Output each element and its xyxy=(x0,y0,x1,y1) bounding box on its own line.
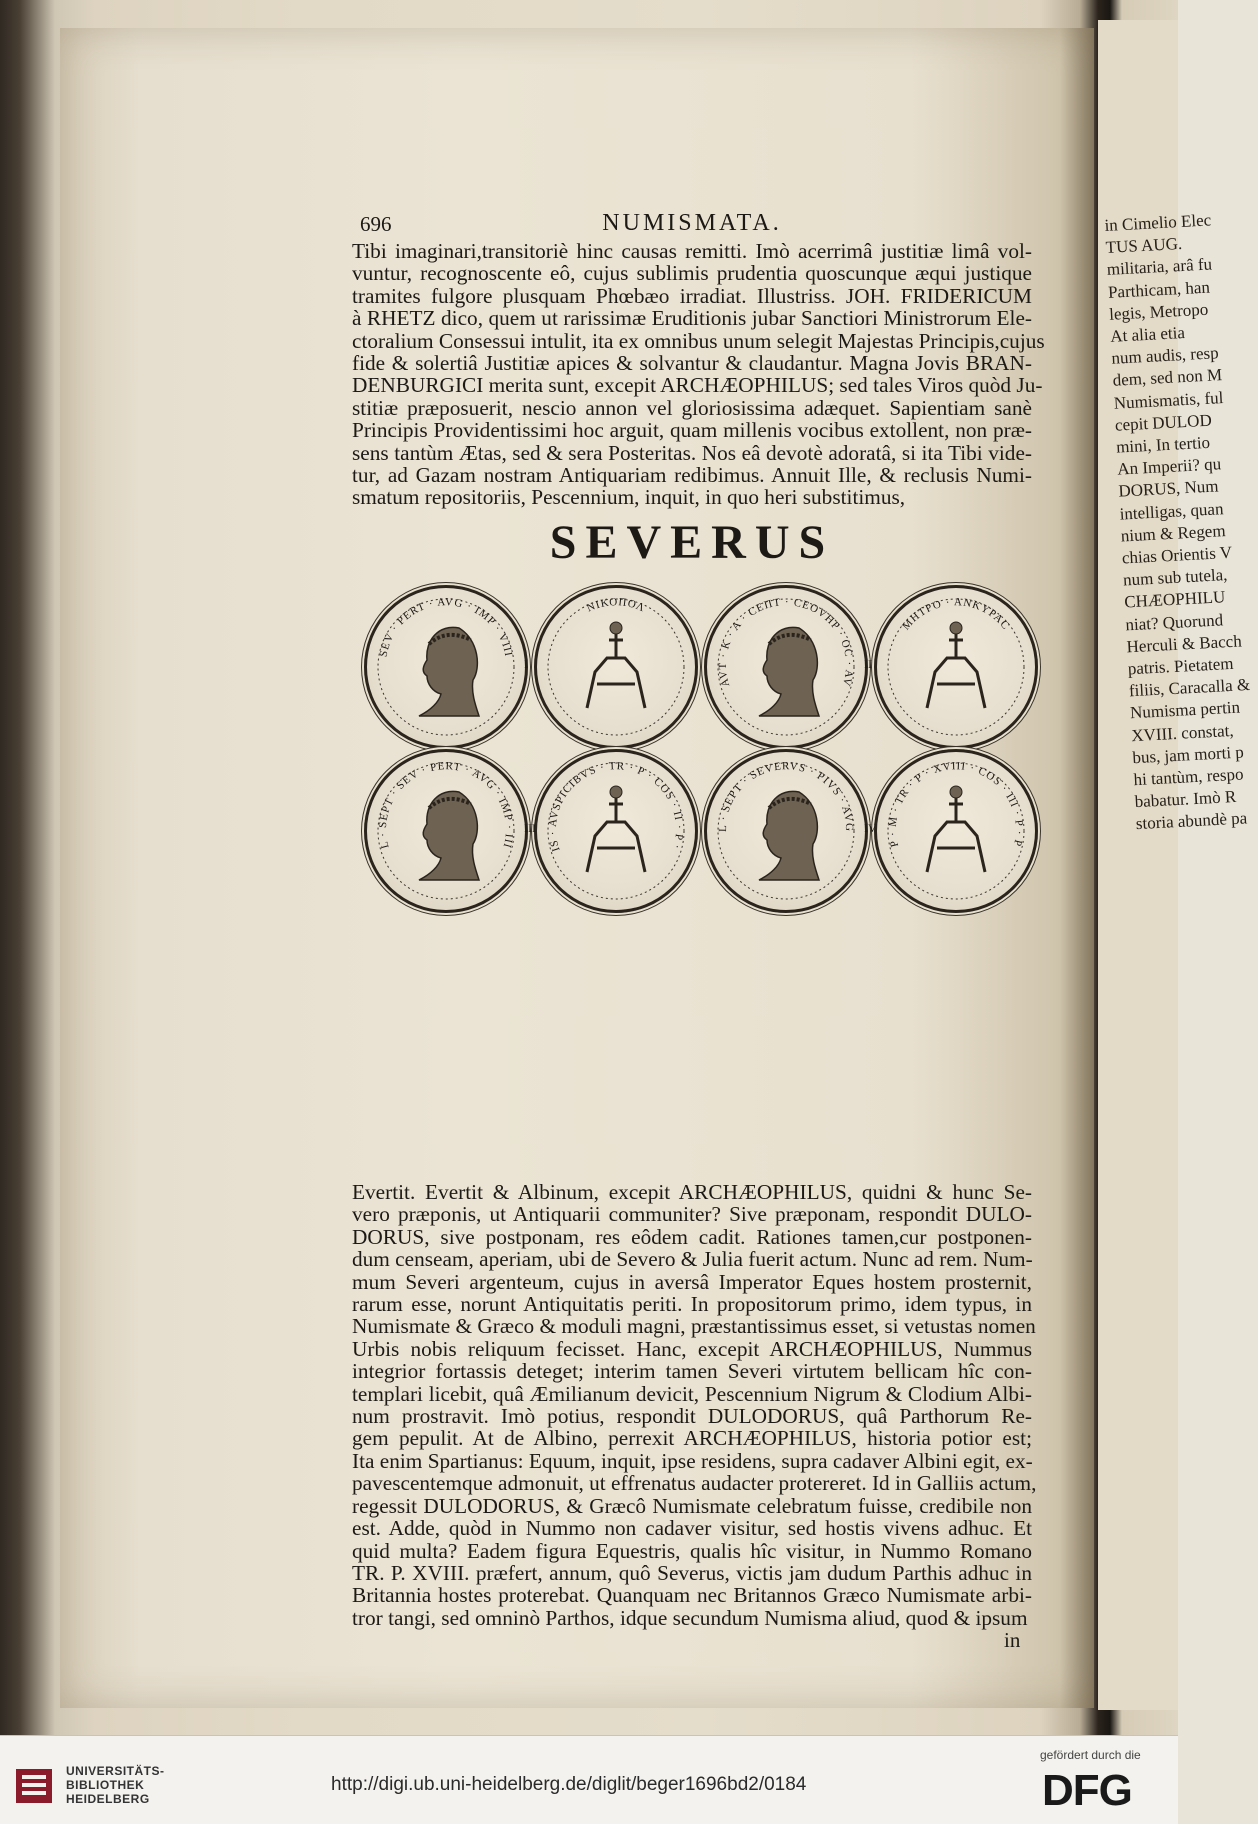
coin-obverse xyxy=(364,749,528,913)
institution-line: HEIDELBERG xyxy=(66,1792,150,1806)
coin-reverse xyxy=(874,749,1038,913)
coin-obverse xyxy=(704,585,868,749)
text-line: smatum repositoriis, Pescennium, inquit, in quo heri substitimus, xyxy=(352,485,906,510)
margin-fragment: mini, In tertio xyxy=(1115,432,1211,457)
coin-reverse xyxy=(534,585,698,749)
margin-fragment: filiis, Caracalla & xyxy=(1128,675,1251,701)
margin-fragment: in Cimelio Elec xyxy=(1104,210,1212,235)
coin-legend: P · M · TR · P · XVIII · COS · III · P · P xyxy=(886,760,1026,849)
margin-fragment: An Imperii? qu xyxy=(1116,454,1222,479)
coin-legend: ΝΙΚΟΠΟΛ xyxy=(584,596,648,615)
margin-fragment: bus, jam morti p xyxy=(1131,742,1245,768)
margin-fragment: hi tantùm, respo xyxy=(1133,764,1244,790)
dfg-logo: DFG xyxy=(1042,1766,1132,1815)
body-text-top xyxy=(352,239,1045,510)
reverse-figure-icon xyxy=(927,634,985,708)
margin-fragment: intelligas, quan xyxy=(1119,498,1224,524)
text-line: Ita enim Spartianus: Equum, inquit, ipse residens, supra cadaver Albini egit, ex- xyxy=(352,1448,1033,1473)
reverse-figure-icon xyxy=(587,798,645,872)
institution-line: UNIVERSITÄTS- xyxy=(66,1764,165,1778)
page-number: 696 xyxy=(360,212,392,236)
coin-legend: AVT · K · A · CEΠT · CEOVHP · OC · AV xyxy=(716,596,856,689)
text-line: dum censeam, aperiam, ubi de Severo & Julia fuerit actum. Nunc ad rem. Num- xyxy=(352,1247,1033,1272)
coin-reverse xyxy=(874,585,1038,749)
text-line: integrior fortassis deteget; interim tamen Severi virtutem bellicam hîc con- xyxy=(352,1359,1032,1384)
margin-fragment: babatur. Imò R xyxy=(1134,787,1237,812)
margin-fragment: DORUS, Num xyxy=(1117,476,1219,502)
plate-label: I xyxy=(524,657,528,671)
plate-label: IV xyxy=(864,821,877,835)
margin-fragment: nium & Regem xyxy=(1120,520,1226,546)
viewer-footer xyxy=(0,1735,1178,1824)
text-line: TR. P. XVIII. præfert, annum, quô Severus, victis jam dudum Parthis adhuc in xyxy=(352,1560,1032,1585)
text-line: tror tangi, sed omninò Parthos, idque secundum Numisma aliud, quod & ipsum xyxy=(352,1605,1028,1630)
text-line: rarum esse, norunt Antiquitatis periti. In propositorum primo, idem typus, in xyxy=(352,1292,1032,1317)
text-line: pavescentemque admonuit, ut effrenatus audacter protereret. Id in Galliis actum, xyxy=(352,1471,1037,1496)
text-line: Urbis nobis reliquum fecisset. Hanc, excepit ARCHÆOPHILUS, Nummus xyxy=(352,1336,1032,1361)
margin-fragment: CHÆOPHILU xyxy=(1123,587,1226,612)
text-line: DENBURGICI merita sunt, excepit ARCHÆOPHILUS; sed tales Viros quòd Ju- xyxy=(352,373,1043,398)
university-seal-icon xyxy=(12,1766,56,1806)
text-line: Tibi imaginari,transitoriè hinc causas remitti. Imò acerrimâ justitiæ limâ vol- xyxy=(352,239,1032,263)
plate-label: II xyxy=(864,657,872,671)
coin-legend: L · SEPT · SEVERVS · PIVS · AVG xyxy=(716,760,856,833)
margin-fragment: At alia etia xyxy=(1109,322,1186,346)
laureate-bust-icon xyxy=(759,627,819,716)
margin-fragment: cepit DULOD xyxy=(1114,410,1213,435)
coin-reverse xyxy=(534,749,698,913)
laureate-bust-icon xyxy=(759,791,819,880)
reverse-figure-icon xyxy=(587,634,645,708)
text-line: DORUS, sive postponam, res eôdem cadit. Rationes tamen,cur postponen- xyxy=(352,1224,1032,1249)
text-line: est. Adde, quòd in Nummo non cadaver visitur, sed hostis vivens adhuc. Et xyxy=(352,1516,1032,1541)
coin-legend: ΜΗΤΡΟ · ΑΝΚΥΡΑC xyxy=(899,596,1013,633)
coin-obverse xyxy=(704,749,868,913)
institution-name xyxy=(66,1764,165,1806)
permalink-url[interactable]: http://digi.ub.uni-heidelberg.de/diglit/beger1696bd2/0184 xyxy=(331,1774,807,1795)
funded-by-label: gefördert durch die xyxy=(1040,1748,1141,1762)
text-line: tramites fulgore plusquam Phœbæo irradiat. Illustriss. JOH. FRIDERICUM xyxy=(352,283,1032,308)
margin-fragment: patris. Pietatem xyxy=(1127,653,1234,679)
coin-plate xyxy=(364,567,1038,907)
margin-fragment: TUS AUG. xyxy=(1105,234,1183,258)
margin-fragment: dem, sed non M xyxy=(1112,365,1223,391)
text-line: Britannia hostes proterebat. Quanquam nec Britannos Græco Numismate arbi- xyxy=(352,1583,1032,1608)
text-line: Numismate & Græco & moduli magni, præstantissimus esset, si vetustas nomen xyxy=(352,1314,1036,1339)
margin-fragment: Parthicam, han xyxy=(1107,277,1211,302)
plate-label: III xyxy=(524,821,536,835)
text-line: stitiæ præposuerit, nescio annon vel gloriosissima adæquet. Sapientiam sanè xyxy=(352,395,1032,420)
section-title: SEVERUS xyxy=(549,516,835,569)
margin-fragment: chias Orientis V xyxy=(1121,542,1233,568)
running-head: NUMISMATA. xyxy=(602,210,782,236)
coin-legend: SEV · PERT · AVG · IMP · VIII xyxy=(377,596,515,658)
coin-legend: L · SEPT · SEV · PERT · AVG · IMP · III xyxy=(376,760,516,850)
margin-fragment: Numisma pertin xyxy=(1129,698,1241,723)
text-line: vero præponis, ut Antiquarii communiter? Sive præponam, respondit DULO- xyxy=(352,1202,1032,1227)
margin-fragment: num sub tutela, xyxy=(1122,565,1228,590)
margin-fragment: militaria, arâ fu xyxy=(1106,254,1213,280)
text-line: quid multa? Eadem figura Equestris, qualis hîc visitur, in Nummo Romano xyxy=(352,1538,1032,1563)
margin-fragment: niat? Quorund xyxy=(1124,609,1224,635)
text-line: Principis Providentissimi hoc arguit, quam millenis vocibus extollent, non præ- xyxy=(352,418,1032,443)
coin-obverse xyxy=(364,585,528,749)
text-line: ctoralium Consessui intulit, ita ex omnibus unum selegit Majestas Principis,cujus xyxy=(352,328,1045,353)
margin-fragment: num audis, resp xyxy=(1111,343,1220,369)
body-text-bottom xyxy=(352,1180,1037,1630)
text-line: regessit DULODORUS, & Græcô Numismate celebratum fuisse, credibile non xyxy=(352,1493,1032,1518)
margin-fragment: Herculi & Bacch xyxy=(1126,631,1243,657)
margin-fragment: legis, Metropo xyxy=(1108,299,1209,324)
text-line: Evertit. Evertit & Albinum, excepit ARCHÆOPHILUS, quidni & hunc Se- xyxy=(352,1180,1032,1204)
text-line: templari licebit, quâ Æmilianum devicit, Pescennium Nigrum & Clodium Albi- xyxy=(352,1381,1032,1406)
margin-fragment: XVIII. constat, xyxy=(1130,720,1235,745)
text-line: num prostravit. Imò potius, respondit DULODORUS, quâ Parthorum Re- xyxy=(352,1404,1032,1429)
text-line: fide & solertiâ Justitiæ apices & solvantur & claudantur. Magna Jovis BRAN- xyxy=(352,351,1032,376)
text-line: sens tantùm Ætas, sed & sera Posteritas. Nos eâ devotè adoratâ, si ita Tibi vide- xyxy=(352,440,1032,465)
laureate-bust-icon xyxy=(419,791,479,880)
text-line: vuntur, recognoscente eô, cujus sublimis prudentia quoscunque æqui justique xyxy=(352,261,1032,286)
page-header xyxy=(352,212,1032,238)
institution-line: BIBLIOTHEK xyxy=(66,1778,145,1792)
catchword: in xyxy=(1004,1628,1021,1652)
text-line: mum Severi argenteum, cujus in aversâ Imperator Eques hostem prosternit, xyxy=(352,1269,1032,1294)
laureate-bust-icon xyxy=(419,627,479,716)
coin-legend: IS · AVSPICIBVS · TR · P · COS · II · P · xyxy=(546,760,686,853)
margin-fragment: Numismatis, ful xyxy=(1113,387,1224,413)
reverse-figure-icon xyxy=(927,798,985,872)
text-line: gem pepulit. At de Albino, perrexit ARCHÆOPHILUS, historia potior est; xyxy=(352,1426,1032,1451)
margin-fragment: storia abundè pa xyxy=(1135,808,1248,834)
text-line: tur, ad Gazam nostram Antiquariam redibimus. Annuit Ille, & reclusis Numi- xyxy=(352,463,1032,488)
text-line: à RHETZ dico, quem ut rarissimæ Eruditionis jubar Sanctiori Ministrorum Ele- xyxy=(352,306,1032,331)
